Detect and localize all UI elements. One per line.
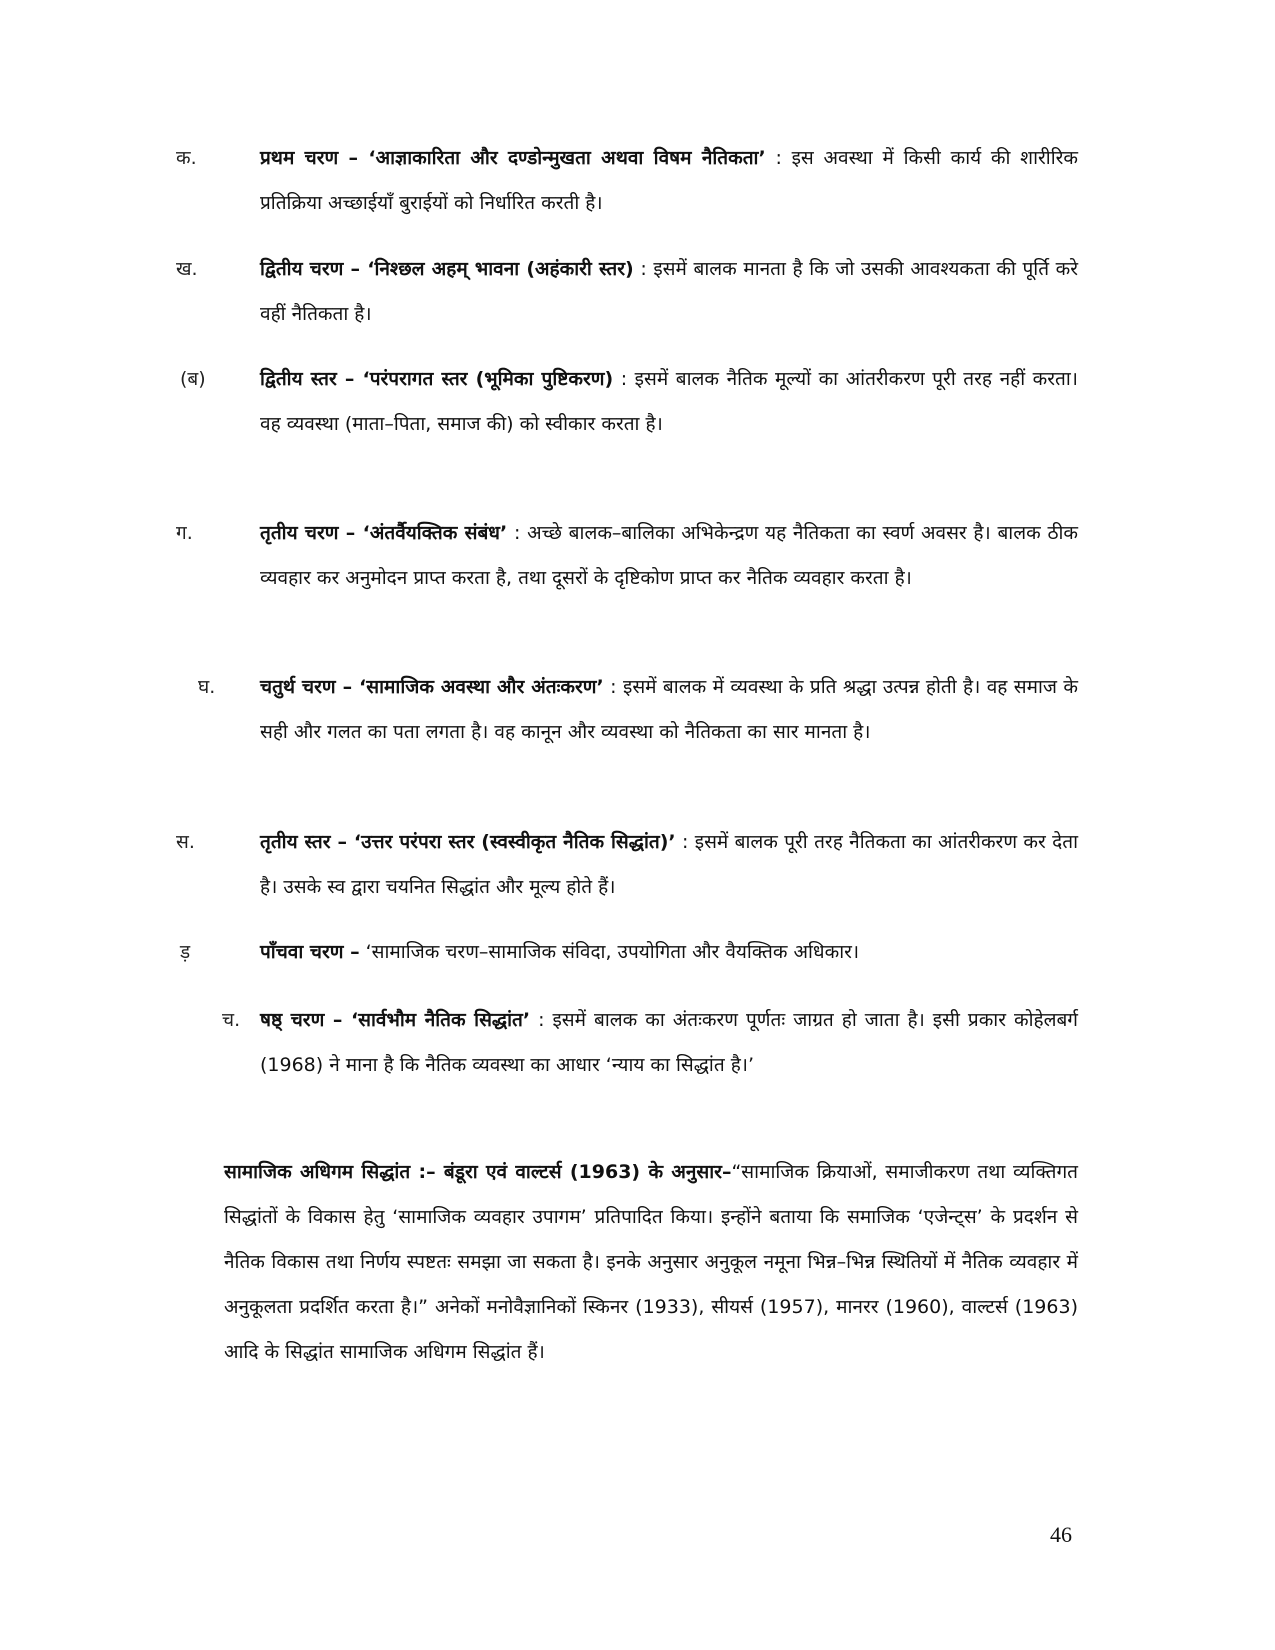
item-marker: (ब) <box>180 368 206 390</box>
social-learning-paragraph <box>224 1150 1078 1375</box>
item-heading: चतुर्थ चरण – ‘सामाजिक अवस्था और अंतःकरण’ <box>260 676 604 698</box>
item-marker: क. <box>176 147 197 169</box>
item-body <box>260 357 1078 447</box>
paragraph-text: “सामाजिक क्रियाओं, समाजीकरण तथा व्यक्तिगत सिद्धांतों के विकास हेतु ‘सामाजिक व्यवहार उपागम’ प्रतिपादित किया। इन्होंने बताया कि समाजिक ‘एजेन्ट्स’ के प्रदर्शन से नैतिक विकास तथा निर्णय स्पष्टतः समझा जा सकता है। इनके अनुसार अनुकूल नमूना भिन्न–भिन्न स्थितियों में नैतिक व्यवहार में अनुकूलता प्रदर्शित करता है।” अनेकों मनोवैज्ञानिकों स्किनर (1933), सीयर्स (1957), मानरर (1960), वाल्टर्स (1963) आदि के सिद्धांत सामाजिक अधिगम सिद्धांत हैं। <box>224 1161 1078 1363</box>
item-text: : इसमें बालक में व्यवस्था के प्रति श्रद्धा उत्पन्न होती है। वह समाज के सही और गलत का पता लगता है। वह कानून और व्यवस्था को नैतिकता का सार मानता है। <box>260 676 1079 743</box>
item-text: : अच्छे बालक–बालिका अभिकेन्द्रण यह नैतिकता का स्वर्ण अवसर है। बालक ठीक व्यवहार कर अनुमोदन प्राप्त करता है, तथा दूसरों के दृष्टिकोण प्राप्त कर नैतिक व्यवहार करता है। <box>260 522 1078 589</box>
paragraph-heading: सामाजिक अधिगम सिद्धांत :– बंडूरा एवं वाल्टर्स (1963) के अनुसार– <box>224 1161 732 1183</box>
item-text: : इसमें बालक नैतिक मूल्यों का आंतरीकरण पूरी तरह नहीं करता। वह व्यवस्था (माता–पिता, समाज की) को स्वीकार करता है। <box>260 368 1078 435</box>
item-marker: स. <box>176 831 195 853</box>
item-body <box>260 820 1078 910</box>
item-body <box>260 511 1078 601</box>
item-marker: च. <box>222 1009 241 1031</box>
item-heading: पाँचवा चरण – <box>260 941 360 963</box>
item-body <box>260 136 1078 226</box>
item-text: : इसमें बालक का अंतःकरण पूर्णतः जाग्रत हो जाता है। इसी प्रकार कोहेलबर्ग (1968) ने माना है कि नैतिक व्यवस्था का आधार ‘न्याय का सिद्धांत है।’ <box>260 1009 1079 1076</box>
item-body <box>260 665 1078 755</box>
item-text: ‘सामाजिक चरण–सामाजिक संविदा, उपयोगिता और वैयक्तिक अधिकार। <box>359 941 860 963</box>
item-heading: तृतीय स्तर – ‘उत्तर परंपरा स्तर (स्वस्वीकृत नैतिक सिद्धांत)’ <box>260 831 676 853</box>
item-body <box>260 930 1078 975</box>
page-number: 46 <box>1050 1522 1072 1547</box>
item-heading: तृतीय चरण – ‘अंतर्वैयक्तिक संबंध’ <box>260 522 508 544</box>
item-heading: द्वितीय स्तर – ‘परंपरागत स्तर (भूमिका पुष्टिकरण) <box>260 368 614 390</box>
item-marker: ग. <box>176 522 193 544</box>
item-heading: प्रथम चरण – ‘आज्ञाकारिता और दण्डोन्मुखता अथवा विषम नैतिकता’ <box>260 147 766 169</box>
item-marker: घ. <box>198 676 216 698</box>
item-body <box>260 247 1078 337</box>
item-text: : इसमें बालक पूरी तरह नैतिकता का आंतरीकरण कर देता है। उसके स्व द्वारा चयनित सिद्धांत और मूल्य होते हैं। <box>260 831 1078 898</box>
item-body <box>260 998 1078 1088</box>
item-marker: ख. <box>176 258 198 280</box>
item-heading: द्वितीय चरण – ‘निश्छल अहम् भावना (अहंकारी स्तर) <box>260 258 634 280</box>
item-marker: ड़ <box>180 941 191 963</box>
item-text: : इस अवस्था में किसी कार्य की शारीरिक प्रतिक्रिया अच्छाईयाँ बुराईयों को निर्धारित करती है। <box>260 147 1078 214</box>
item-text: : इसमें बालक मानता है कि जो उसकी आवश्यकता की पूर्ति करे वहीं नैतिकता है। <box>260 258 1078 325</box>
item-heading: षष्ठ् चरण – ‘सार्वभौम नैतिक सिद्धांत’ <box>260 1009 531 1031</box>
